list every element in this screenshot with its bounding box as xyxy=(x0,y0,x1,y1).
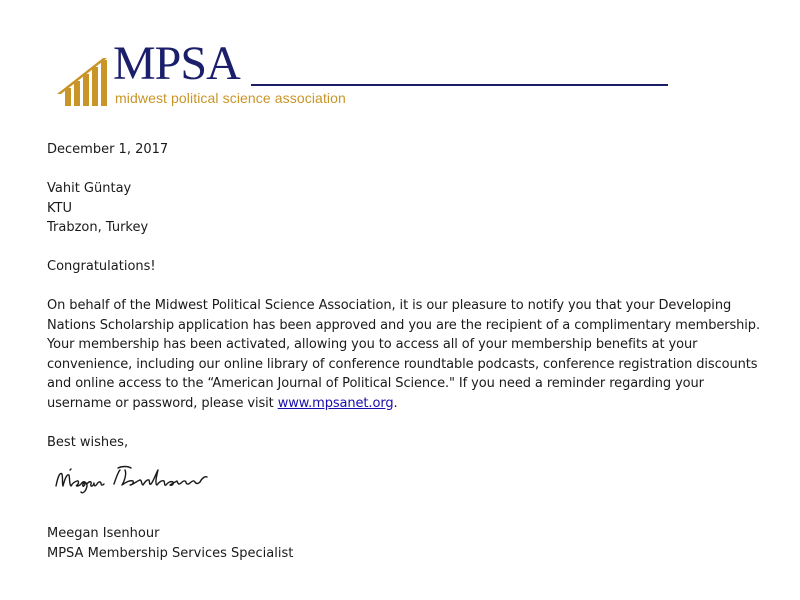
handwritten-signature xyxy=(52,460,222,496)
mpsa-logo-icon xyxy=(55,48,113,106)
org-abbreviation: MPSA xyxy=(113,37,240,90)
letter-body xyxy=(47,140,767,452)
closing: Best wishes, xyxy=(47,434,129,450)
greeting: Congratulations! xyxy=(47,259,156,274)
website-link[interactable]: www.mpsanet.org xyxy=(277,395,394,411)
recipient-location: Trabzon, Turkey xyxy=(47,220,149,235)
letter-date: December 1, 2017 xyxy=(47,142,169,157)
signer-name: Meegan Isenhour xyxy=(47,526,160,541)
signer-block xyxy=(47,524,293,563)
org-name: midwest political science association xyxy=(115,90,346,106)
recipient-name: Vahit Güntay xyxy=(47,181,132,196)
recipient-org: KTU xyxy=(47,200,72,216)
letterhead-rule xyxy=(251,84,668,86)
letterhead xyxy=(55,37,670,110)
body-end: . xyxy=(393,395,398,411)
recipient-address xyxy=(47,179,767,238)
signer-title: MPSA Membership Services Specialist xyxy=(47,545,294,561)
body-text: On behalf of the Midwest Political Science Association, it is our pleasure to notify you that your Developing Nations Scholarship application has been approved and you are the recipient of a complimentary membership. Your membership has been activated, allowing you to access all of your membership benefits at your convenience, including our online library of conference roundtable podcasts, conference registration discounts and online access to the “American Journal of Political Science." If you need a reminder regarding your username or password, please visit xyxy=(47,298,760,411)
body-paragraph xyxy=(47,296,767,413)
